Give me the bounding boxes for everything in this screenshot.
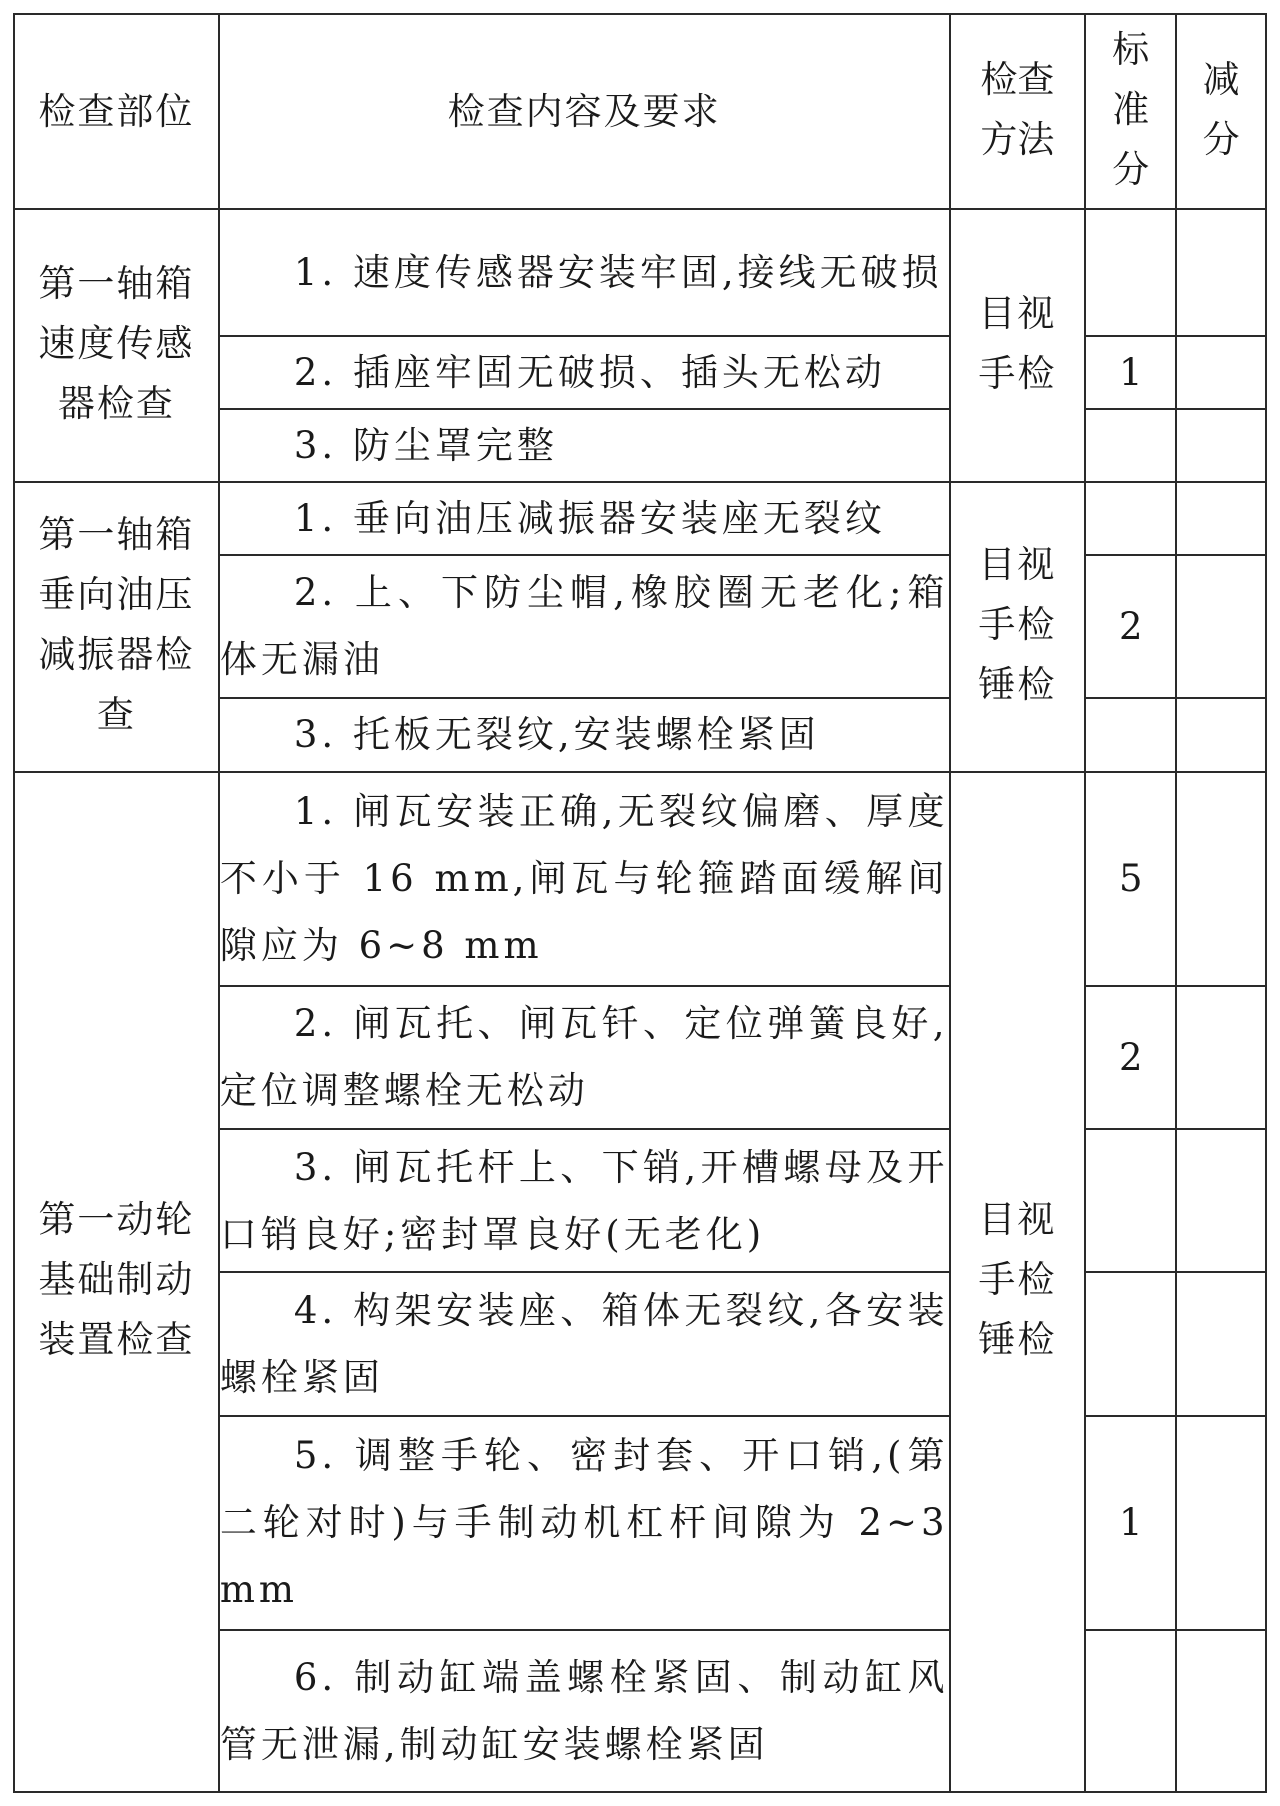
item-deduct xyxy=(1176,555,1266,698)
section-method: 目视手检 xyxy=(950,209,1086,482)
item-content: 3. 防尘罩完整 xyxy=(219,409,950,482)
section-method: 目视手检锤检 xyxy=(950,772,1086,1792)
item-content: 1. 闸瓦安装正确,无裂纹偏磨、厚度不小于 16 mm,闸瓦与轮箍踏面缓解间隙应为 6~8 mm xyxy=(219,772,950,986)
item-deduct xyxy=(1176,1272,1266,1415)
inspection-table xyxy=(13,13,1267,1793)
header-part: 检查部位 xyxy=(14,14,219,209)
item-content: 4. 构架安装座、箱体无裂纹,各安装螺栓紧固 xyxy=(219,1272,950,1415)
item-score xyxy=(1085,698,1176,772)
item-content: 2. 上、下防尘帽,橡胶圈无老化;箱体无漏油 xyxy=(219,555,950,698)
item-score: 2 xyxy=(1085,555,1176,698)
item-score xyxy=(1085,1272,1176,1415)
header-content: 检查内容及要求 xyxy=(219,14,950,209)
item-deduct xyxy=(1176,772,1266,986)
item-content: 2. 插座牢固无破损、插头无松动 xyxy=(219,336,950,409)
item-score xyxy=(1085,482,1176,555)
item-content: 6. 制动缸端盖螺栓紧固、制动缸风管无泄漏,制动缸安装螺栓紧固 xyxy=(219,1630,950,1792)
header-deduct: 减分 xyxy=(1176,14,1266,209)
item-deduct xyxy=(1176,336,1266,409)
item-score: 1 xyxy=(1085,336,1176,409)
item-content: 1. 速度传感器安装牢固,接线无破损 xyxy=(219,209,950,337)
item-score xyxy=(1085,209,1176,337)
item-deduct xyxy=(1176,482,1266,555)
item-content: 5. 调整手轮、密封套、开口销,(第二轮对时)与手制动机杠杆间隙为 2~3 mm xyxy=(219,1416,950,1630)
item-score xyxy=(1085,1630,1176,1792)
item-deduct xyxy=(1176,409,1266,482)
table-row xyxy=(14,482,1266,555)
item-deduct xyxy=(1176,1630,1266,1792)
item-deduct xyxy=(1176,1129,1266,1272)
item-score: 5 xyxy=(1085,772,1176,986)
table-row xyxy=(14,772,1266,986)
item-score: 1 xyxy=(1085,1416,1176,1630)
item-score: 2 xyxy=(1085,986,1176,1129)
item-score xyxy=(1085,1129,1176,1272)
item-deduct xyxy=(1176,986,1266,1129)
header-row xyxy=(14,14,1266,209)
item-content: 1. 垂向油压减振器安装座无裂纹 xyxy=(219,482,950,555)
header-score: 标准分 xyxy=(1085,14,1176,209)
section-method: 目视手检锤检 xyxy=(950,482,1086,772)
item-deduct xyxy=(1176,1416,1266,1630)
item-content: 3. 托板无裂纹,安装螺栓紧固 xyxy=(219,698,950,772)
item-deduct xyxy=(1176,209,1266,337)
section-part: 第一轴箱速度传感器检查 xyxy=(14,209,219,482)
header-method: 检查方法 xyxy=(950,14,1086,209)
item-score xyxy=(1085,409,1176,482)
table-row xyxy=(14,209,1266,337)
section-part: 第一轴箱垂向油压减振器检查 xyxy=(14,482,219,772)
item-deduct xyxy=(1176,698,1266,772)
item-content: 3. 闸瓦托杆上、下销,开槽螺母及开口销良好;密封罩良好(无老化) xyxy=(219,1129,950,1272)
item-content: 2. 闸瓦托、闸瓦钎、定位弹簧良好,定位调整螺栓无松动 xyxy=(219,986,950,1129)
section-part: 第一动轮基础制动装置检查 xyxy=(14,772,219,1792)
